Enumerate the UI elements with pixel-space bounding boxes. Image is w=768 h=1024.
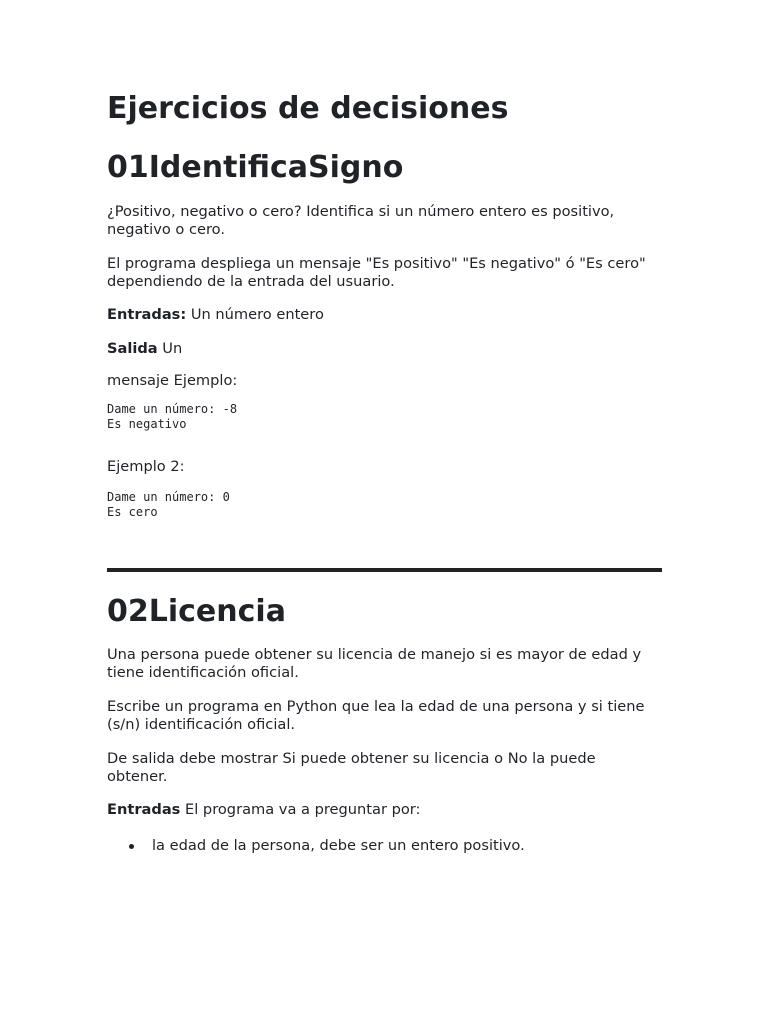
page-title: Ejercicios de decisiones [107, 91, 509, 126]
output-label: Salida [107, 340, 158, 357]
inputs-label: Entradas: [107, 306, 187, 323]
licencia-inputs-label: Entradas [107, 801, 181, 818]
bullet-icon [129, 844, 134, 849]
paragraph-licencia-program: Escribe un programa en Python que lea la edad de una persona y si tiene (s/n) identificación oficial. [107, 698, 645, 733]
licencia-inputs-text: El programa va a preguntar por: [180, 801, 421, 818]
section-heading-licencia: 02Licencia [107, 594, 286, 629]
code-example-2: Dame un número: 0 Es cero [107, 490, 230, 519]
paragraph-licencia-output: De salida debe mostrar Si puede obtener su licencia o No la puede obtener. [107, 750, 596, 785]
code-example-1: Dame un número: -8 Es negativo [107, 402, 238, 431]
paragraph-licencia-intro: Una persona puede obtener su licencia de manejo si es mayor de edad y tiene identificación oficial. [107, 646, 642, 681]
licencia-inputs-line [107, 801, 667, 819]
paragraph-description: ¿Positivo, negativo o cero? Identifica si un número entero es positivo, negativo o cero. [107, 203, 615, 238]
inputs-line [107, 306, 667, 324]
list-item: la edad de la persona, debe ser un entero positivo. [152, 837, 525, 854]
output-line [107, 340, 667, 358]
output-text: Un [157, 340, 183, 357]
section-heading-identifica-signo: 01IdentificaSigno [107, 150, 404, 185]
section-divider [107, 568, 662, 572]
inputs-text: Un número entero [186, 306, 324, 323]
paragraph-program-output: El programa despliega un mensaje "Es positivo" "Es negativo" ó "Es cero" dependiendo de la entrada del usuario. [107, 255, 646, 290]
example-label: mensaje Ejemplo: [107, 372, 238, 389]
example-2-label: Ejemplo 2: [107, 458, 185, 475]
